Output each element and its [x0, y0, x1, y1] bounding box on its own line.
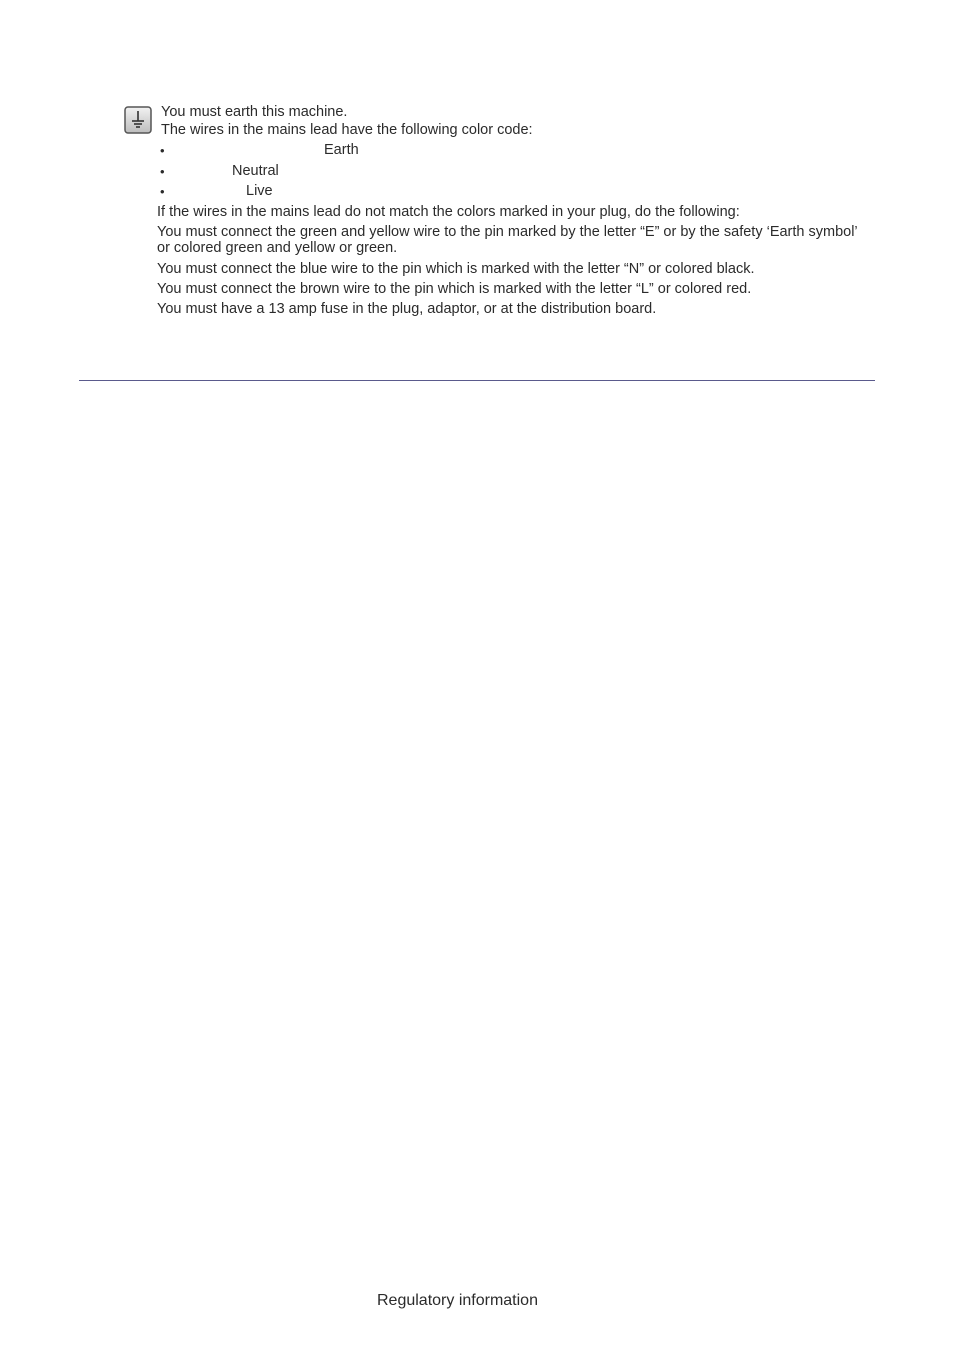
instruction-blue: You must connect the blue wire to the pin which is marked with the letter “N” or colored black. [157, 261, 755, 277]
section-divider [79, 380, 875, 381]
instruction-green-yellow-2: or colored green and yellow or green. [157, 240, 398, 256]
notice-earth-machine: You must earth this machine. [161, 104, 348, 120]
bullet-neutral: • [160, 164, 165, 179]
color-code-earth: Earth [324, 142, 359, 158]
bullet-earth: • [160, 143, 165, 158]
notice-color-code: The wires in the mains lead have the following color code: [161, 122, 533, 138]
instruction-green-yellow-1: You must connect the green and yellow wire to the pin marked by the letter “E” or by the safety ‘Earth symbol’ [157, 224, 858, 240]
footer-section-title: Regulatory information [377, 1292, 538, 1309]
color-code-live: Live [246, 183, 273, 199]
color-code-neutral: Neutral [232, 163, 279, 179]
instruction-brown: You must connect the brown wire to the pin which is marked with the letter “L” or colored red. [157, 281, 752, 297]
earth-ground-icon [124, 106, 152, 134]
instruction-intro: If the wires in the mains lead do not match the colors marked in your plug, do the following: [157, 204, 740, 220]
instruction-fuse: You must have a 13 amp fuse in the plug, adaptor, or at the distribution board. [157, 301, 657, 317]
bullet-live: • [160, 184, 165, 199]
